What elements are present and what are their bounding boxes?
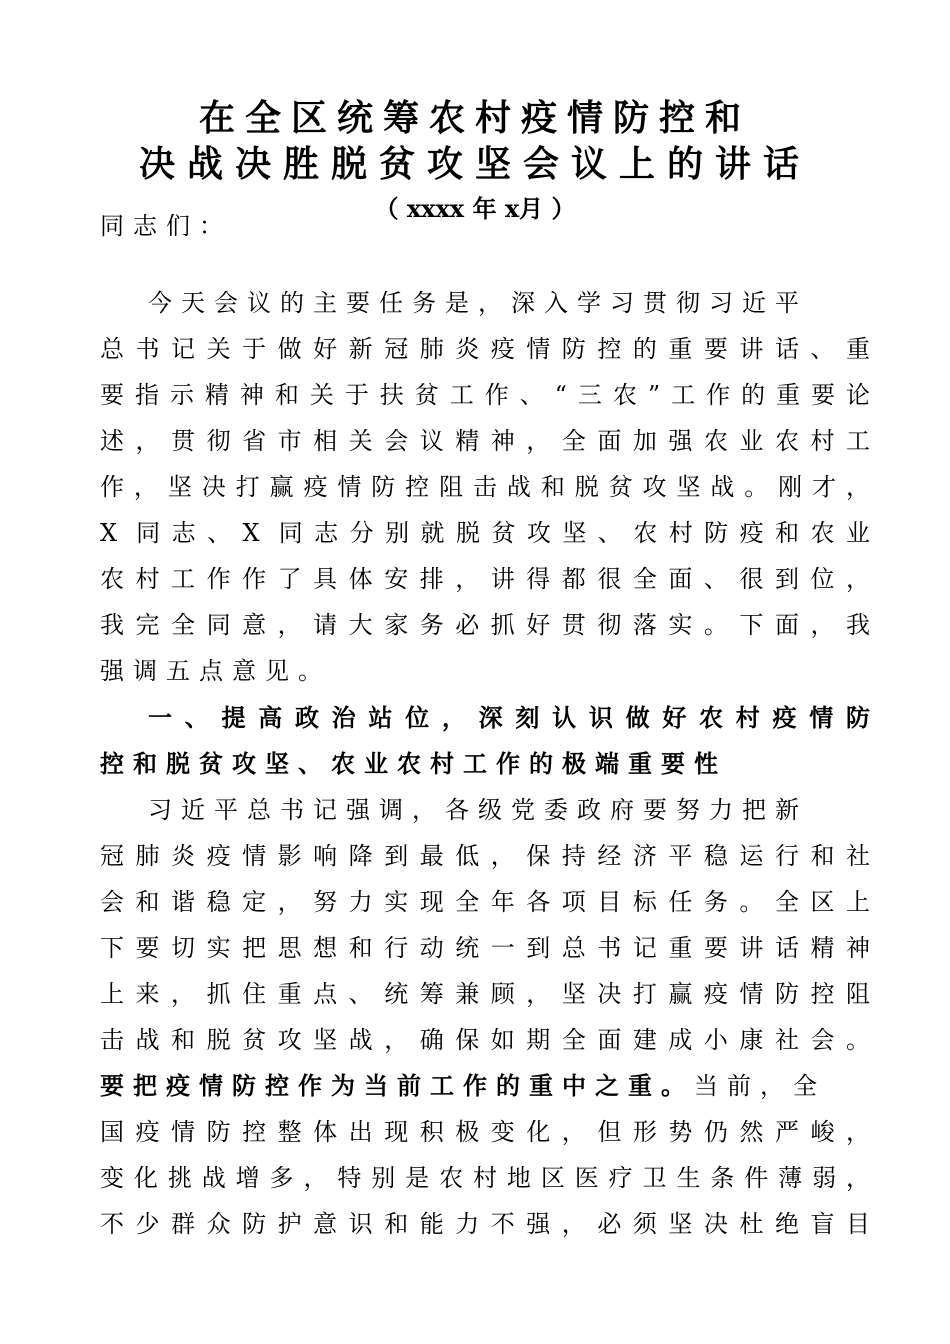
body-line: 国疫情防控整体出现积极变化，但形势仍然严峻， xyxy=(100,1118,870,1146)
section-heading-line-1: 一、提高政治站位，深刻认识做好农村疫情防 xyxy=(148,704,870,732)
body-text: 当前，全 xyxy=(694,1072,826,1100)
body-line: 变化挑战增多，特别是农村地区医疗卫生条件薄弱， xyxy=(100,1164,870,1192)
body-line: 要指示精神和关于扶贫工作、“三农”工作的重要论 xyxy=(100,381,870,409)
body-line: X 同志、X 同志分别就脱贫攻坚、农村防疫和农业 xyxy=(100,519,870,547)
document-date: （ xxxx 年 x月 ） xyxy=(374,194,576,223)
body-line: 总书记关于做好新冠肺炎疫情防控的重要讲话、重 xyxy=(100,335,870,363)
body-line: 上来，抓住重点、统筹兼顾，坚决打赢疫情防控阻 xyxy=(100,980,870,1008)
body-line: 强调五点意见。 xyxy=(100,657,331,685)
body-line: 今天会议的主要任务是，深入学习贯彻习近平 xyxy=(148,289,808,317)
body-line: 我完全同意，请大家务必抓好贯彻落实。下面，我 xyxy=(100,611,870,639)
body-line: 作，坚决打赢疫情防控阻击战和脱贫攻坚战。刚才， xyxy=(100,473,870,501)
body-line: 会和谐稳定，努力实现全年各项目标任务。全区上 xyxy=(100,888,870,916)
document-title-line-2: 决战决胜脱贫攻坚会议上的讲话 xyxy=(138,143,811,185)
body-line: 不少群众防护意识和能力不强，必须坚决杜绝盲目 xyxy=(100,1210,870,1238)
body-line-mixed xyxy=(100,1070,870,1102)
document-title-line-1: 在全区统筹农村疫情防控和 xyxy=(198,97,751,139)
salutation: 同志们： xyxy=(100,212,232,240)
body-line: 冠肺炎疫情影响降到最低，保持经济平稳运行和社 xyxy=(100,842,870,870)
body-line: 农村工作作了具体安排，讲得都很全面、很到位， xyxy=(100,565,870,593)
body-line: 击战和脱贫攻坚战，确保如期全面建成小康社会。 xyxy=(100,1026,870,1054)
body-line: 习近平总书记强调，各级党委政府要努力把新 xyxy=(148,796,808,824)
section-heading-line-2: 控和脱贫攻坚、农业农村工作的极端重要性 xyxy=(100,750,727,778)
emphasis-text: 要把疫情防控作为当前工作的重中之重。 xyxy=(100,1071,694,1100)
body-line: 述，贯彻省市相关会议精神，全面加强农业农村工 xyxy=(100,427,870,455)
body-line: 下要切实把思想和行动统一到总书记重要讲话精神 xyxy=(100,934,870,962)
